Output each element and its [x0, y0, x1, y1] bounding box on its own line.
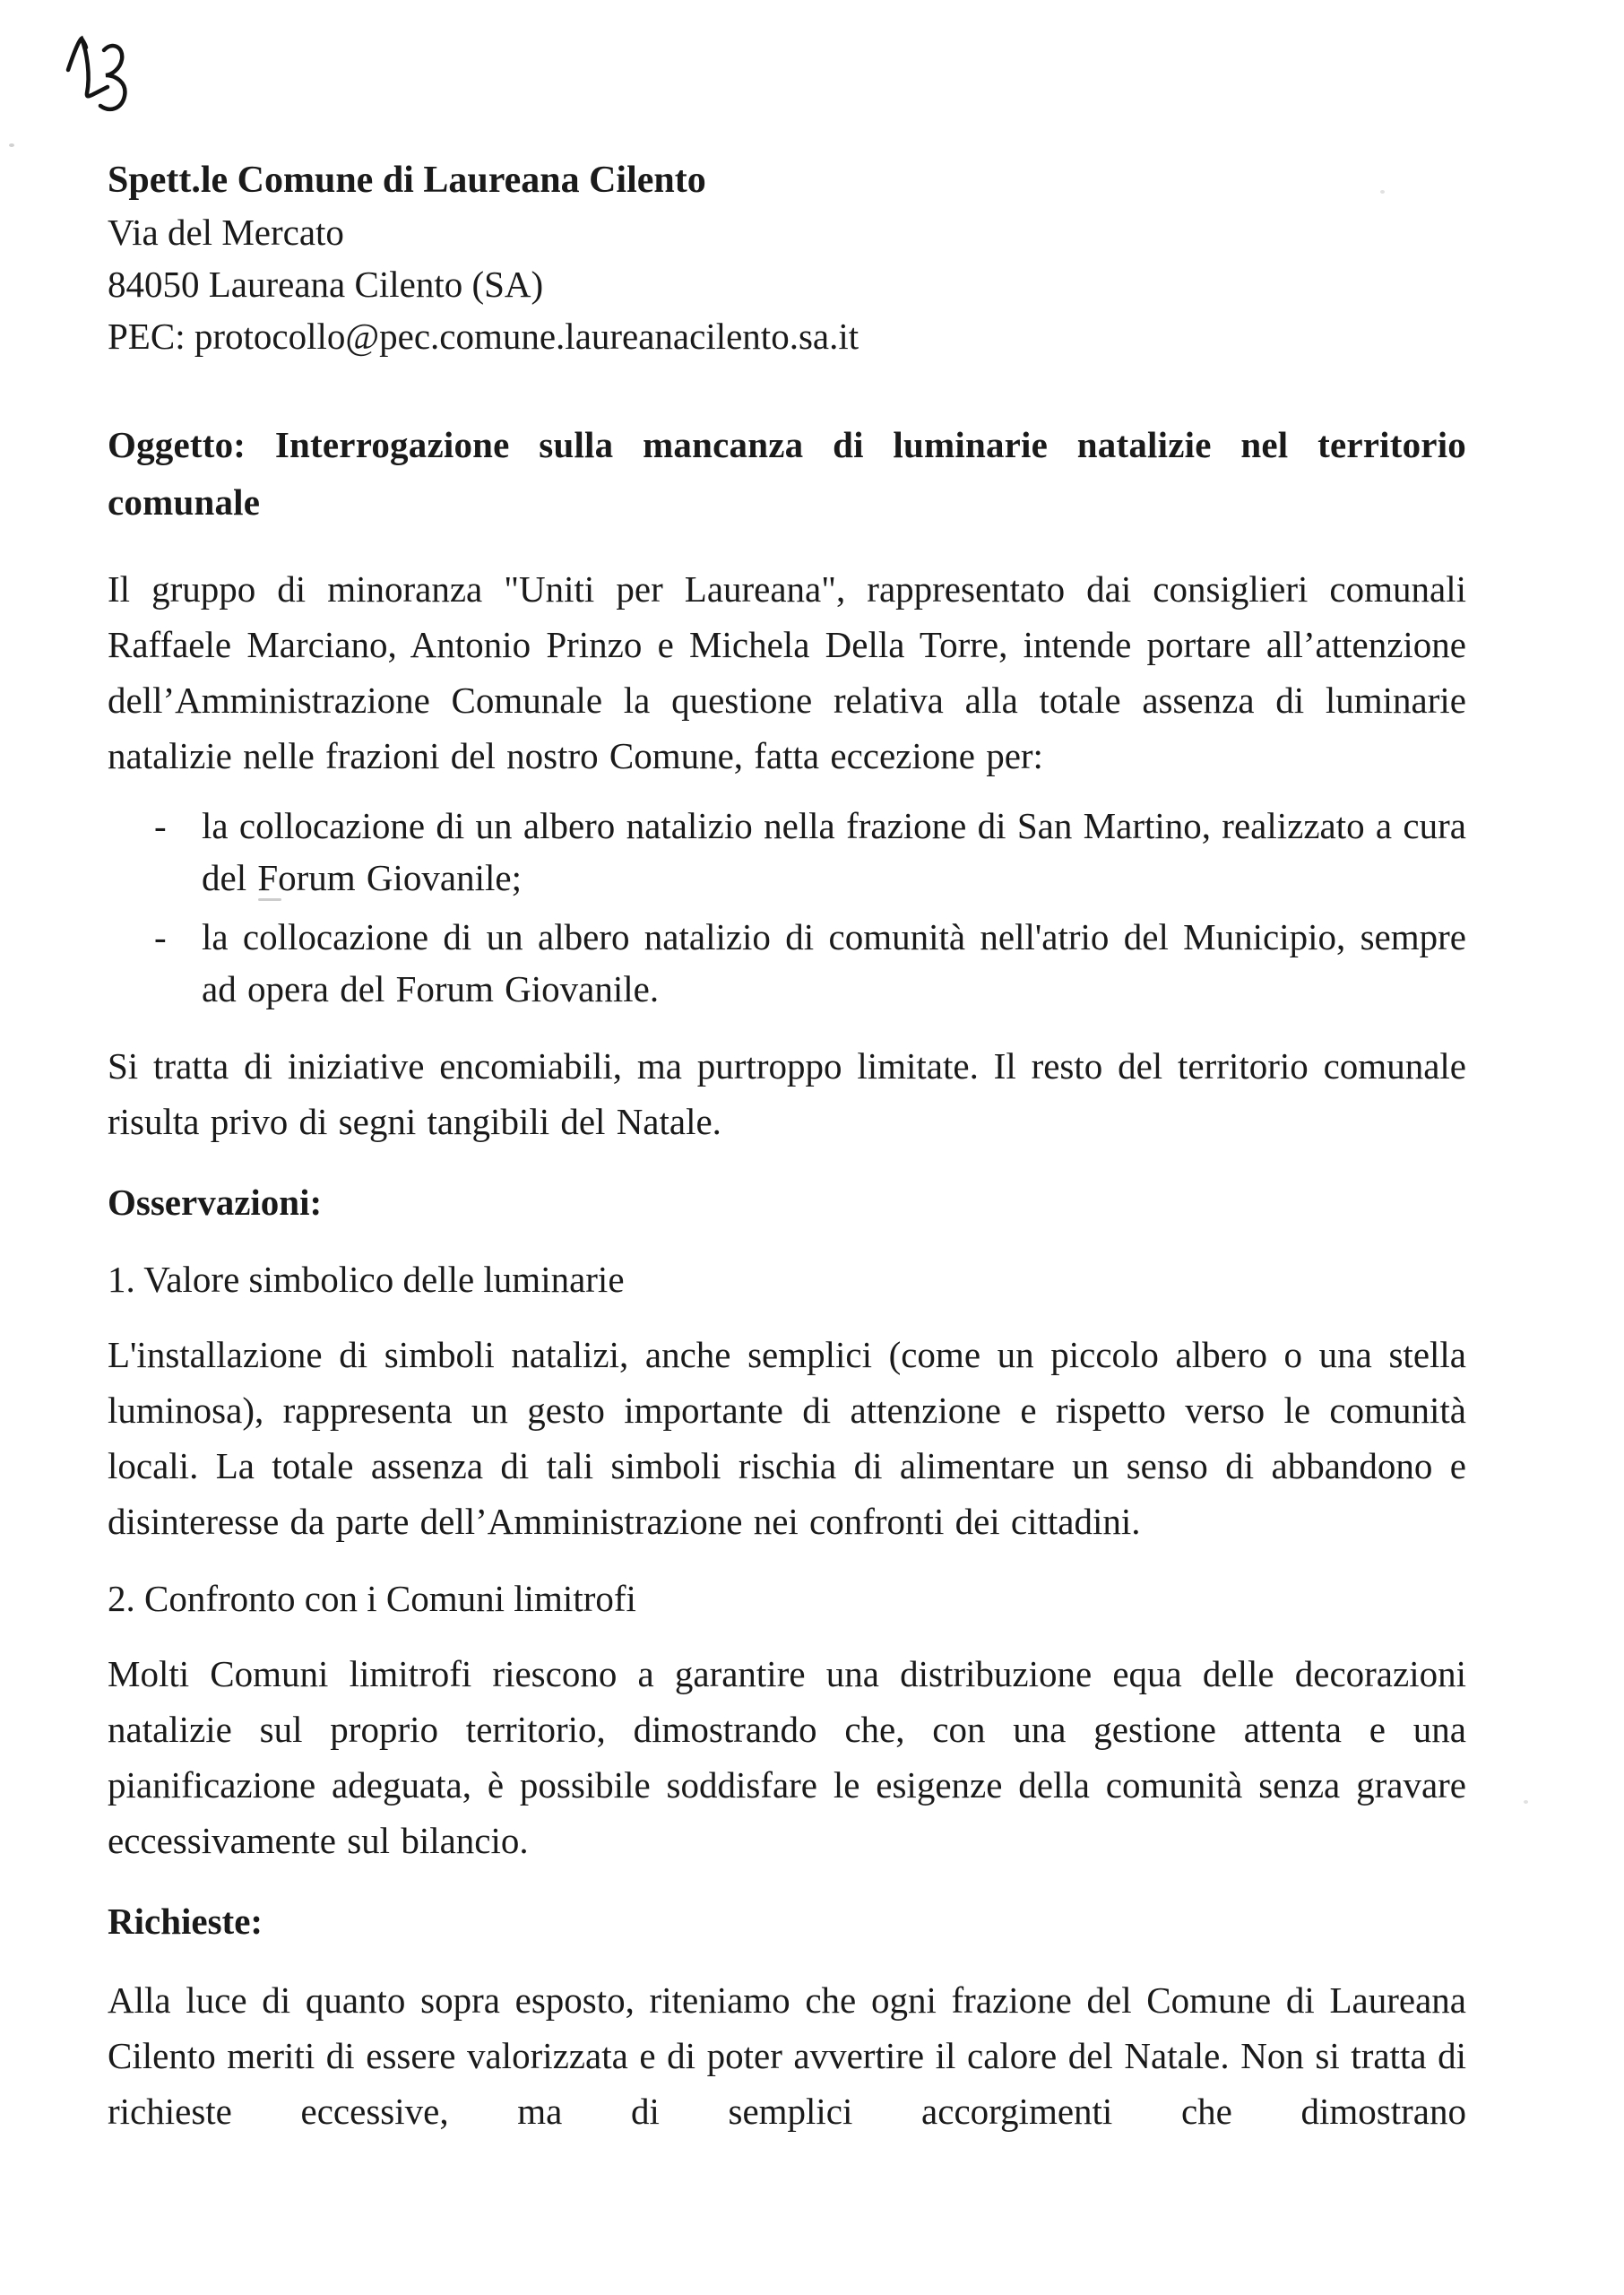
observation-1-title: 1. Valore simbolico delle luminarie: [108, 1259, 625, 1300]
recipient-name: Spett.le Comune di Laureana Cilento: [108, 160, 706, 201]
observation-1-text: L'installazione di simboli natalizi, anche semplici (come un piccolo albero o una stella luminosa), rappresenta un gesto importante di attenzione e rispetto verso le comunità locali. La totale assenza di tali simboli rischia di alimentare un senso di abbandono e disinteresse da parte dell’Amministrazione nei confronti dei cittadini.: [108, 1334, 1466, 1542]
scan-artifact: [1524, 1800, 1528, 1804]
requests-heading: Richieste:: [108, 1901, 263, 1942]
list-item-text: la collocazione di un albero natalizio nella frazione di San Martino, realizzato a cura del Forum Giovanile;: [202, 805, 1466, 898]
recipient-city: 84050 Laureana Cilento (SA): [108, 264, 544, 305]
list-item: [108, 800, 1466, 904]
recipient-street: Via del Mercato: [108, 212, 344, 253]
scan-artifact: [9, 143, 14, 147]
letter-content: [108, 0, 1466, 2139]
observation-2-text: Molti Comuni limitrofi riescono a garantire una distribuzione equa delle decorazioni natalizie sul proprio territorio, dimostrando che, con una gestione attenta e una pianificazione adeguata, è possibile soddisfare le esigenze della comunità senza gravare eccessivamente sul bilancio.: [108, 1653, 1466, 1861]
subject-line: Oggetto: Interrogazione sulla mancanza di luminarie natalizie nel territorio comunale: [108, 424, 1466, 523]
bullet-marker: -: [154, 805, 167, 846]
recipient-pec: PEC: protocollo@pec.comune.laureanacilento.sa.it: [108, 316, 860, 357]
list-item-text: la collocazione di un albero natalizio di comunità nell'atrio del Municipio, sempre ad opera del Forum Giovanile.: [202, 916, 1466, 1009]
observations-heading: Osservazioni:: [108, 1182, 323, 1223]
recipient-address-block: [108, 154, 1466, 362]
paragraph-premise: Si tratta di iniziative encomiabili, ma purtroppo limitate. Il resto del territorio comunale risulta privo di segni tangibili del Natale.: [108, 1045, 1466, 1142]
observation-2-title: 2. Confronto con i Comuni limitrofi: [108, 1578, 636, 1619]
paragraph-intro: Il gruppo di minoranza "Uniti per Laureana", rappresentato dai consiglieri comunali Raffaele Marciano, Antonio Prinzo e Michela Della Torre, intende portare all’attenzione dell’Amministrazione Comunale la questione relativa alla totale assenza di luminarie natalizie nelle frazioni del nostro Comune, fatta eccezione per:: [108, 568, 1466, 776]
paragraph-requests: Alla luce di quanto sopra esposto, riteniamo che ogni frazione del Comune di Laureana Cilento meriti di essere valorizzata e di poter avvertire il calore del Natale. Non si tratta di richieste eccessive, ma di semplici accorgimenti che dimostrano: [108, 1979, 1466, 2132]
list-item: [108, 911, 1466, 1015]
exception-list: [108, 800, 1466, 1015]
bullet-marker: -: [154, 916, 167, 957]
